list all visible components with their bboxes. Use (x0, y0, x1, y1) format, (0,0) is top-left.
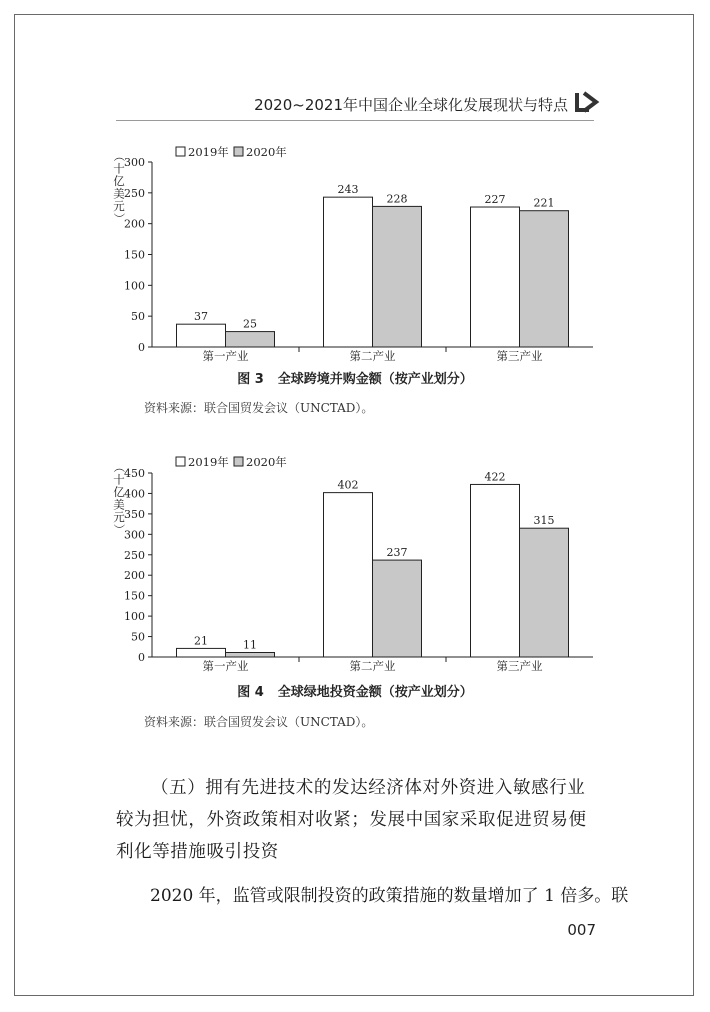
body-paragraph: 2020 年，监管或限制投资的政策措施的数量增加了 1 倍多。联 (150, 886, 629, 906)
bar (177, 648, 226, 657)
y-tick-label: 250 (124, 186, 145, 200)
y-tick-label: 400 (124, 487, 145, 501)
y-axis-label-char: 美 (113, 497, 125, 512)
y-axis-label-char: 元 (113, 510, 125, 524)
legend-label: 2019年 (188, 145, 229, 159)
figure-4-caption (0, 681, 710, 700)
y-axis-label-char: ） (112, 523, 126, 536)
bar (520, 528, 569, 657)
x-category-label: 第二产业 (349, 659, 396, 673)
page-number: 007 (567, 921, 596, 939)
y-axis-label-char: （ (112, 461, 126, 473)
y-tick-label: 50 (131, 630, 145, 644)
bar-value-label: 228 (386, 192, 408, 206)
bar-value-label: 243 (337, 183, 359, 197)
y-axis-label-char: 亿 (113, 485, 125, 499)
section-heading: （五）拥有先进技术的发达经济体对外资进入敏感行业较为担忧，外资政策相对收紧；发展中国家采取促进贸易便利化等措施吸引投资 (116, 778, 587, 862)
y-tick-label: 300 (124, 156, 145, 169)
y-tick-label: 200 (124, 569, 145, 583)
x-category-label: 第三产业 (496, 659, 543, 673)
bar (373, 560, 422, 657)
figure-3-label: 图 3 (237, 372, 264, 387)
figure-3-title: 全球跨境并购金额（按产业划分） (277, 372, 473, 387)
x-category-label: 第三产业 (496, 349, 543, 363)
y-tick-label: 450 (124, 467, 145, 480)
y-tick-label: 50 (131, 310, 145, 324)
bar-value-label: 237 (386, 546, 408, 560)
bar-value-label: 25 (243, 317, 257, 331)
x-category-label: 第一产业 (202, 659, 249, 673)
bar-value-label: 221 (533, 196, 555, 210)
legend-label: 2020年 (246, 455, 287, 469)
y-axis-label-char: 十 (113, 472, 125, 487)
legend-swatch (176, 457, 185, 466)
bar (471, 484, 520, 657)
bar-value-label: 422 (484, 470, 506, 484)
y-axis-label-char: （ (112, 150, 126, 162)
y-tick-label: 200 (124, 217, 145, 231)
legend-swatch (234, 457, 243, 466)
bar-value-label: 37 (194, 310, 208, 324)
legend-label: 2019年 (188, 455, 229, 469)
y-tick-label: 150 (124, 248, 145, 262)
figure-4-label: 图 4 (237, 685, 264, 700)
bar (226, 653, 275, 657)
y-tick-label: 350 (124, 507, 145, 521)
running-title: 2020~2021年中国企业全球化发展现状与特点 (254, 96, 568, 114)
legend-label: 2020年 (246, 145, 287, 159)
bar-value-label: 315 (533, 514, 555, 528)
figure-4-title: 全球绿地投资金额（按产业划分） (277, 685, 473, 700)
bar-value-label: 11 (243, 638, 257, 652)
y-axis-label-char: ） (112, 212, 126, 225)
x-category-label: 第一产业 (202, 349, 249, 363)
bar-value-label: 402 (337, 478, 359, 492)
y-axis-label-char: 亿 (113, 174, 125, 188)
bar-value-label: 21 (194, 634, 208, 648)
y-tick-label: 0 (138, 651, 145, 664)
bar (324, 493, 373, 657)
figure-3-source: 资料来源：联合国贸发会议（UNCTAD）。 (144, 401, 374, 415)
y-tick-label: 150 (124, 589, 145, 603)
bar-value-label: 227 (484, 193, 506, 207)
y-axis-label-char: 元 (113, 199, 125, 213)
y-tick-label: 100 (124, 279, 145, 293)
x-category-label: 第二产业 (349, 349, 396, 363)
y-tick-label: 300 (124, 528, 145, 542)
figure-4-source: 资料来源：联合国贸发会议（UNCTAD）。 (144, 715, 374, 729)
y-tick-label: 100 (124, 610, 145, 624)
y-tick-label: 250 (124, 548, 145, 562)
y-axis-label-char: 美 (113, 186, 125, 201)
y-tick-label: 0 (138, 341, 145, 354)
y-axis-label-char: 十 (113, 161, 125, 176)
